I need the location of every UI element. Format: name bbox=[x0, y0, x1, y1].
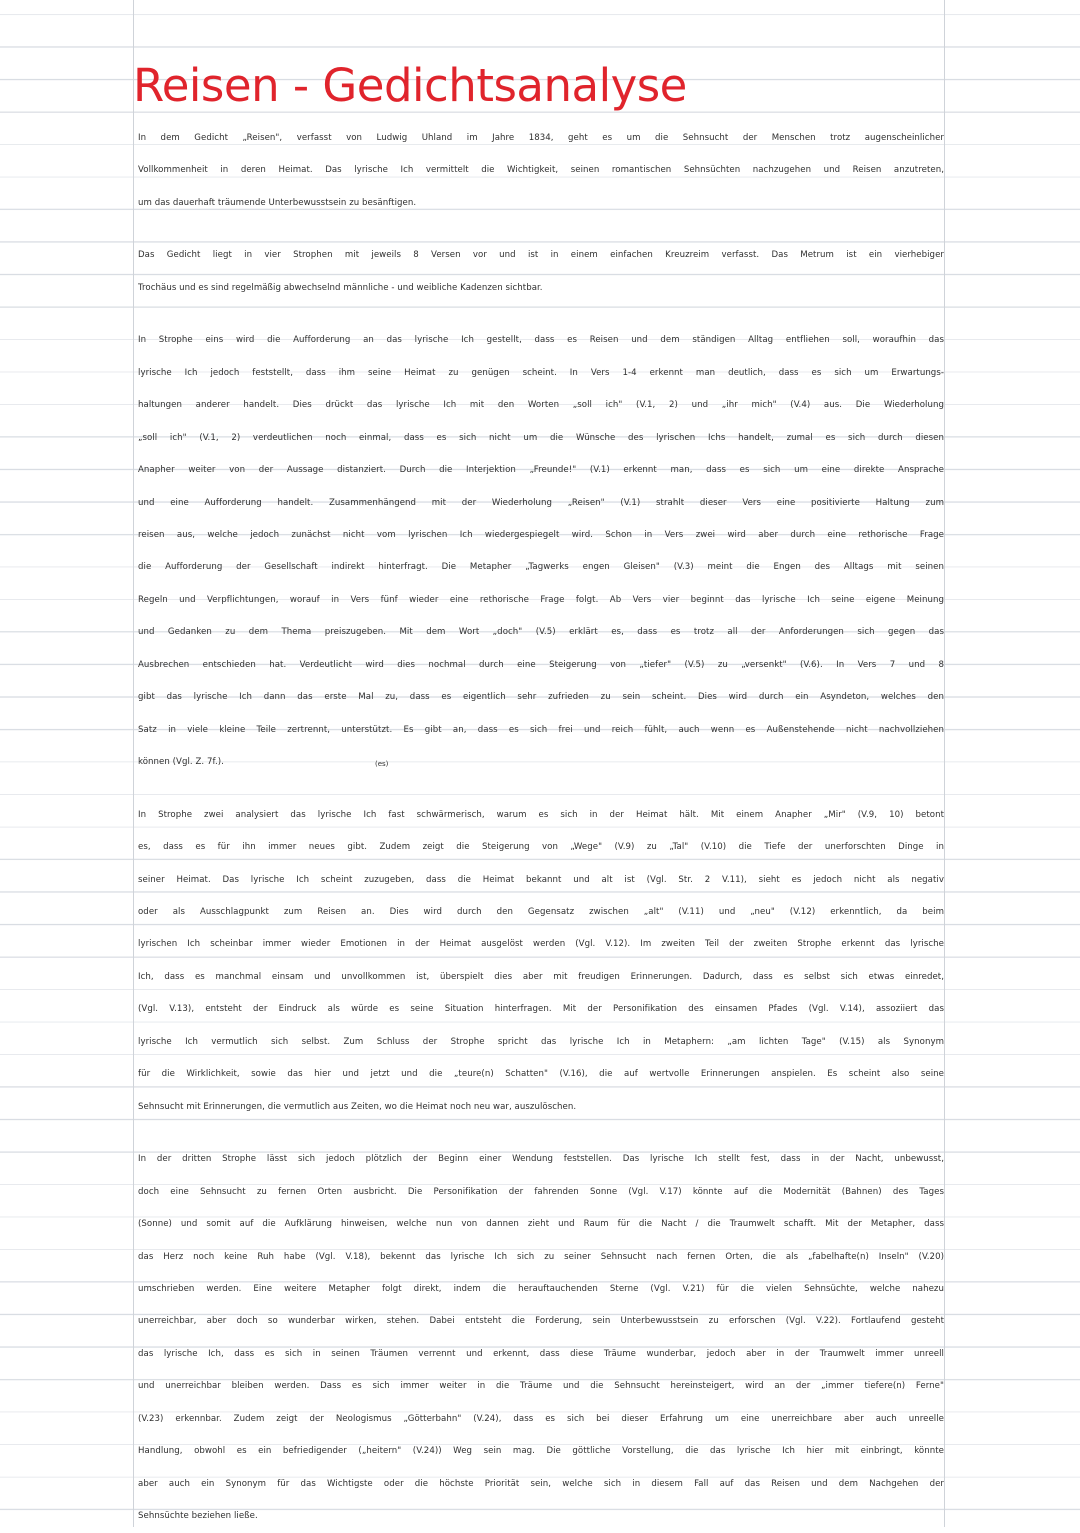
text-line: und unerreichbar bleiben werden. Dass es sich immer weiter in die Träume und die Sehnsucht hereinsteigert, wird an der „immer tiefere(n) Ferne" bbox=[138, 1381, 944, 1392]
text-line: Satz in viele kleine Teile zertrennt, unterstützt. Es gibt an, dass es sich frei und reich fühlt, auch wenn es Außenstehende nicht nachvollziehen bbox=[138, 724, 944, 735]
text-line: lyrische Ich jedoch feststellt, dass ihm seine Heimat zu genügen scheint. In Vers 1-4 erkennt man deutlich, dass es sich um Erwartungs- bbox=[138, 367, 944, 378]
handwritten-insertion-note: (es) bbox=[375, 760, 389, 768]
paragraph bbox=[138, 122, 944, 219]
text-line: Vollkommenheit in deren Heimat. Das lyrische Ich vermittelt die Wichtigkeit, seinen romantischen Sehnsüchten nachzugehen und Reisen anzutreten, bbox=[138, 165, 944, 176]
text-line: um das dauerhaft träumende Unterbewusstsein zu besänftigen. bbox=[138, 197, 417, 208]
text-line: Trochäus und es sind regelmäßig abwechselnd männliche - und weibliche Kadenzen sichtbar. bbox=[138, 282, 543, 293]
paragraph bbox=[138, 324, 944, 778]
text-line: (Vgl. V.13), entsteht der Eindruck als würde es seine Situation hinterfragen. Mit der Personifikation des einsamen Pfades (Vgl. V.14), assoziiert das bbox=[138, 1004, 944, 1015]
text-line: haltungen anderer handelt. Dies drückt das lyrische Ich mit den Worten „soll ich" (V.1, 2) und „ihr mich" (V.4) aus. Die Wiederholung bbox=[138, 400, 944, 411]
essay-body bbox=[138, 122, 944, 1533]
paragraph bbox=[138, 1143, 944, 1532]
text-line: oder als Ausschlagpunkt zum Reisen an. Dies wird durch den Gegensatz zwischen „alt" (V.11) und „neu" (V.12) erkenntlich, da beim bbox=[138, 906, 944, 917]
text-line: reisen aus, welche jedoch zunächst nicht vom lyrischen Ich wiedergespiegelt wird. Schon in Vers zwei wird aber durch eine rethorische Frage bbox=[138, 529, 944, 540]
paragraph-gap bbox=[138, 219, 944, 239]
text-line: können (Vgl. Z. 7f.). bbox=[138, 757, 224, 768]
text-line: (V.23) erkennbar. Zudem zeigt der Neologismus „Götterbahn" (V.24), dass es sich bei dieser Erfahrung um eine unerreichbare aber auch unreelle bbox=[138, 1413, 944, 1424]
paragraph-gap bbox=[138, 304, 944, 324]
text-line: das Herz noch keine Ruh habe (Vgl. V.18), bekennt das lyrische Ich sich zu seiner Sehnsucht nach fernen Orten, die als „fabelhafte(n) Inseln" (V.20) bbox=[138, 1251, 944, 1262]
text-line: aber auch ein Synonym für das Wichtigste oder die höchste Priorität sein, welche sich in diesem Fall auf das Reisen und dem Nachgehen der bbox=[138, 1478, 944, 1489]
text-line: In der dritten Strophe lässt sich jedoch plötzlich der Beginn einer Wendung feststellen. Das lyrische Ich stellt fest, dass in der Nacht, unbewusst, bbox=[138, 1154, 944, 1165]
text-line: (Sonne) und somit auf die Aufklärung hinweisen, welche nun von dannen zieht und Raum für die Nacht / die Traumwelt schafft. Mit der Metapher, dass bbox=[138, 1219, 944, 1230]
text-line: „soll ich" (V.1, 2) verdeutlichen noch einmal, dass es sich nicht um die Wünsche des lyrischen Ichs handelt, zumal es sich durch diesen bbox=[138, 432, 944, 443]
text-line: lyrische Ich vermutlich sich selbst. Zum Schluss der Strophe spricht das lyrische Ich in Metaphern: „am lichten Tage" (V.15) als Synonym bbox=[138, 1036, 944, 1047]
paragraph-gap bbox=[138, 779, 944, 799]
text-line: seiner Heimat. Das lyrische Ich scheint zuzugeben, dass die Heimat bekannt und alt ist (Vgl. Str. 2 V.11), sieht es jedoch nicht als negativ bbox=[138, 874, 944, 885]
left-margin-line bbox=[133, 0, 134, 1527]
text-line: unerreichbar, aber doch so wunderbar wirken, stehen. Dabei entsteht die Forderung, sein Unterbewusstsein zu erforschen (Vgl. V.22). Fortlaufend gesteht bbox=[138, 1316, 944, 1327]
text-line: In dem Gedicht „Reisen", verfasst von Ludwig Uhland im Jahre 1834, geht es um die Sehnsucht der Menschen trotz augenscheinlicher bbox=[138, 133, 944, 143]
text-line: gibt das lyrische Ich dann das erste Mal zu, dass es eigentlich sehr zufrieden zu sein scheint. Dies wird durch ein Asyndeton, welches den bbox=[138, 692, 944, 703]
text-line: und Gedanken zu dem Thema preiszugeben. Mit dem Wort „doch" (V.5) erklärt es, dass es trotz all der Anforderungen sich gegen das bbox=[138, 627, 944, 638]
text-line: und eine Aufforderung handelt. Zusammenhängend mit der Wiederholung „Reisen" (V.1) strahlt dieser Vers eine positivierte Haltung zum bbox=[138, 497, 944, 508]
text-line: lyrischen Ich scheinbar immer wieder Emotionen in der Heimat ausgelöst werden (Vgl. V.12). Im zweiten Teil der zweiten Strophe erkennt das lyrische bbox=[138, 939, 944, 950]
text-line: Ich, dass es manchmal einsam und unvollkommen ist, überspielt dies aber mit freudigen Erinnerungen. Dadurch, dass es selbst sich etwas einredet, bbox=[138, 971, 944, 982]
text-line: Handlung, obwohl es ein befriedigender („heitern" (V.24)) Weg sein mag. Die göttliche Vorstellung, die das lyrische Ich hier mit einbringt, könnte bbox=[138, 1446, 944, 1457]
text-line: für die Wirklichkeit, sowie das hier und jetzt und die „teure(n) Schatten" (V.16), die auf wertvolle Erinnerungen anspielen. Es scheint also seine bbox=[138, 1069, 944, 1080]
paragraph bbox=[138, 799, 944, 1124]
text-line: In Strophe zwei analysiert das lyrische Ich fast schwärmerisch, warum es sich in der Heimat hält. Mit einem Anapher „Mir" (V.9, 10) betont bbox=[138, 809, 944, 820]
text-line: doch eine Sehnsucht zu fernen Orten ausbricht. Die Personifikation der fahrenden Sonne (Vgl. V.17) könnte auf die Modernität (Bahnen) des Tages bbox=[138, 1186, 944, 1197]
text-line: umschrieben werden. Eine weitere Metapher folgt direkt, indem die herauftauchenden Sterne (Vgl. V.21) für die vielen Sehnsüchte, welche nahezu bbox=[138, 1283, 944, 1294]
page-title: Reisen - Gedichtsanalyse bbox=[133, 59, 687, 112]
text-line: Regeln und Verpflichtungen, worauf in Vers fünf wieder eine rethorische Frage folgt. Ab Vers vier beginnt das lyrische Ich seine eigene Meinung bbox=[138, 594, 944, 605]
paragraph bbox=[138, 239, 944, 304]
text-line: In Strophe eins wird die Aufforderung an das lyrische Ich gestellt, dass es Reisen und dem ständigen Alltag entfliehen soll, woraufhin das bbox=[138, 335, 944, 346]
right-margin-line bbox=[944, 0, 945, 1527]
text-line: Anapher weiter von der Aussage distanziert. Durch die Interjektion „Freunde!" (V.1) erkennt man, dass es sich um eine direkte Ansprache bbox=[138, 465, 944, 476]
text-line: Sehnsucht mit Erinnerungen, die vermutlich aus Zeiten, wo die Heimat noch neu war, auszulöschen. bbox=[138, 1101, 577, 1112]
text-line: das lyrische Ich, dass es sich in seinen Träumen verrennt und erkennt, dass diese Träume wunderbar, jedoch aber in der Traumwelt immer unreell bbox=[138, 1348, 944, 1359]
paragraph-gap bbox=[138, 1123, 944, 1143]
text-line: Ausbrechen entschieden hat. Verdeutlicht wird dies nochmal durch eine Steigerung von „tiefer" (V.5) zu „versenkt" (V.6). In Vers 7 und 8 bbox=[138, 659, 944, 670]
text-line: es, dass es für ihn immer neues gibt. Zudem zeigt die Steigerung von „Wege" (V.9) zu „Tal" (V.10) die Tiefe der unerforschten Dinge in bbox=[138, 842, 944, 853]
text-line: die Aufforderung der Gesellschaft indirekt hinterfragt. Die Metapher „Tagwerks engen Gleisen" (V.3) meint die Engen des Alltags mit seinen bbox=[138, 562, 944, 573]
text-line: Sehnsüchte beziehen ließe. bbox=[138, 1511, 258, 1522]
text-line: Das Gedicht liegt in vier Strophen mit jeweils 8 Versen vor und ist in einem einfachen Kreuzreim verfasst. Das Metrum ist ein vierhebiger bbox=[138, 250, 944, 261]
